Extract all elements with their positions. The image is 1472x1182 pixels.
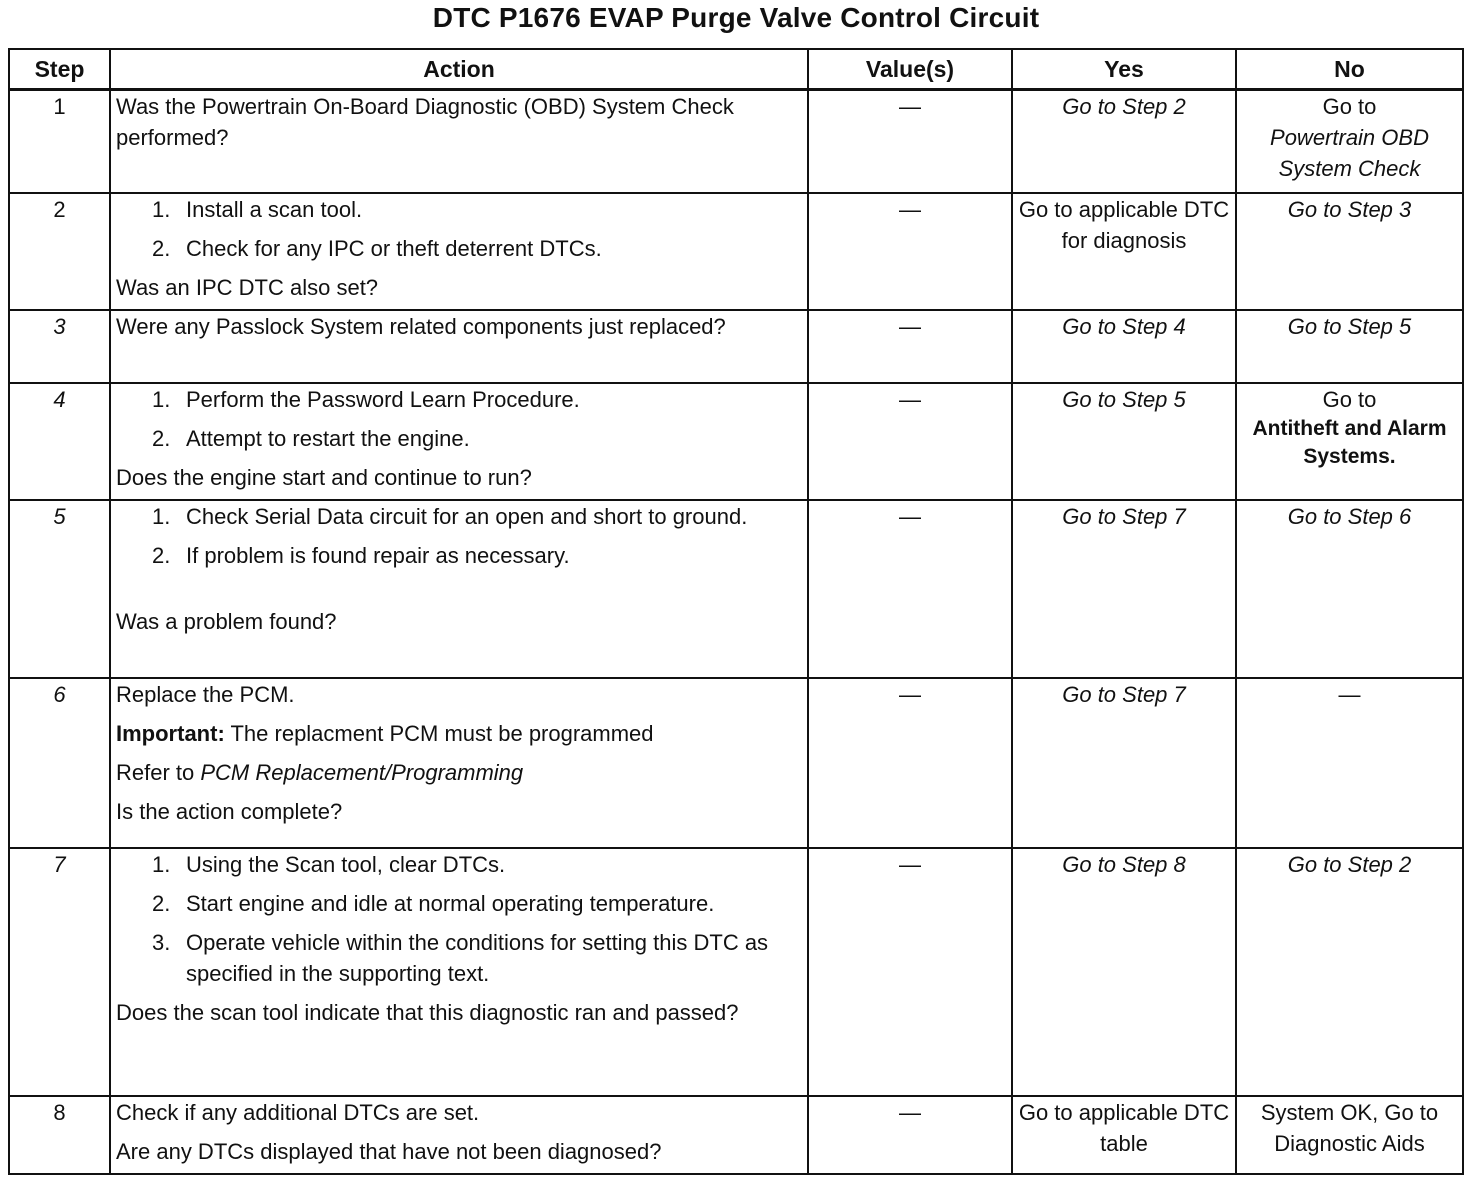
step-number: 3: [9, 310, 110, 383]
no-cell[interactable]: [1236, 90, 1463, 193]
no-link[interactable]: Powertrain OBD System Check: [1270, 125, 1429, 181]
step-number: 2: [9, 193, 110, 310]
step-number: 4: [9, 383, 110, 500]
list-item: 2. Check for any IPC or theft deterrent DTCs.: [152, 235, 602, 261]
header-values: Value(s): [808, 49, 1012, 90]
action-question: Does the engine start and continue to run?: [116, 464, 532, 490]
diagnostic-table: [8, 48, 1464, 1175]
action-list: [116, 194, 802, 264]
table-row: [9, 848, 1463, 1096]
action-question: Are any DTCs displayed that have not been diagnosed?: [116, 1138, 662, 1164]
no-cell[interactable]: Go to Step 3: [1236, 193, 1463, 310]
no-cell[interactable]: [1236, 383, 1463, 500]
step-number: 8: [9, 1096, 110, 1174]
yes-cell[interactable]: Go to Step 8: [1012, 848, 1236, 1096]
table-row: [9, 678, 1463, 848]
no-cell: —: [1236, 678, 1463, 848]
table-row: [9, 500, 1463, 678]
list-item: 2. Attempt to restart the engine.: [152, 425, 470, 451]
yes-cell[interactable]: Go to Step 4: [1012, 310, 1236, 383]
table-row: [9, 1096, 1463, 1174]
table-row: [9, 90, 1463, 193]
yes-cell[interactable]: Go to Step 2: [1012, 90, 1236, 193]
list-item: 1. Perform the Password Learn Procedure.: [152, 386, 580, 412]
value-cell: —: [808, 848, 1012, 1096]
list-item: 1. Using the Scan tool, clear DTCs.: [152, 851, 506, 877]
header-no: No: [1236, 49, 1463, 90]
no-lead: Go to: [1322, 94, 1377, 119]
list-item: 1. Check Serial Data circuit for an open and short to ground.: [152, 503, 748, 529]
action-question: Is the action complete?: [116, 798, 343, 824]
step-number: 5: [9, 500, 110, 678]
step-number: 1: [9, 90, 110, 193]
action-text: Were any Passlock System related components just replaced?: [116, 313, 726, 339]
list-item: 1. Install a scan tool.: [152, 196, 363, 222]
page-title: DTC P1676 EVAP Purge Valve Control Circuit: [432, 2, 1040, 33]
list-item: 2. Start engine and idle at normal operating temperature.: [152, 890, 715, 916]
table-row: [9, 383, 1463, 500]
action-cell: [110, 678, 808, 848]
yes-cell[interactable]: Go to Step 7: [1012, 678, 1236, 848]
no-link[interactable]: Antitheft and Alarm Systems.: [1252, 416, 1447, 468]
action-list: [116, 384, 802, 454]
header-yes: Yes: [1012, 49, 1236, 90]
yes-cell[interactable]: Go to applicable DTC table: [1012, 1096, 1236, 1174]
action-cell: [110, 1096, 808, 1174]
action-cell: [110, 310, 808, 383]
action-text: Replace the PCM.: [116, 681, 295, 707]
header-row: [9, 49, 1463, 90]
no-cell[interactable]: Go to Step 5: [1236, 310, 1463, 383]
value-cell: —: [808, 383, 1012, 500]
no-lead: Go to: [1322, 386, 1377, 412]
list-item: 2. If problem is found repair as necessary.: [152, 542, 570, 568]
no-cell[interactable]: Go to Step 2: [1236, 848, 1463, 1096]
yes-cell[interactable]: Go to applicable DTC for diagnosis: [1012, 193, 1236, 310]
value-cell: —: [808, 500, 1012, 678]
step-number: 7: [9, 848, 110, 1096]
action-cell: [110, 500, 808, 678]
value-cell: —: [808, 678, 1012, 848]
value-cell: —: [808, 90, 1012, 193]
value-cell: —: [808, 193, 1012, 310]
action-text: Was the Powertrain On-Board Diagnostic (OBD) System Check performed?: [116, 94, 734, 150]
action-question: Was a problem found?: [116, 608, 337, 634]
no-cell[interactable]: Go to Step 6: [1236, 500, 1463, 678]
value-cell: —: [808, 310, 1012, 383]
refer-link[interactable]: PCM Replacement/Programming: [200, 759, 524, 785]
action-cell: [110, 848, 808, 1096]
yes-cell[interactable]: Go to Step 7: [1012, 500, 1236, 678]
action-cell: [110, 383, 808, 500]
action-text: Check if any additional DTCs are set.: [116, 1099, 480, 1125]
important-note: Important: The replacment PCM must be programmed: [116, 720, 654, 746]
action-question: Does the scan tool indicate that this diagnostic ran and passed?: [116, 999, 739, 1025]
action-cell: [110, 193, 808, 310]
table-row: [9, 193, 1463, 310]
header-action: Action: [110, 49, 808, 90]
action-cell: [110, 90, 808, 193]
action-list: [116, 501, 802, 571]
header-step: Step: [9, 49, 110, 90]
value-cell: —: [808, 1096, 1012, 1174]
table-row: [9, 310, 1463, 383]
refer-line: Refer to PCM Replacement/Programming: [116, 759, 524, 785]
step-number: 6: [9, 678, 110, 848]
yes-cell[interactable]: Go to Step 5: [1012, 383, 1236, 500]
action-question: Was an IPC DTC also set?: [116, 274, 379, 300]
list-item: 3. Operate vehicle within the conditions for setting this DTC as specified in the supporting text.: [152, 929, 769, 986]
action-list: [116, 849, 802, 989]
no-cell[interactable]: System OK, Go to Diagnostic Aids: [1236, 1096, 1463, 1174]
